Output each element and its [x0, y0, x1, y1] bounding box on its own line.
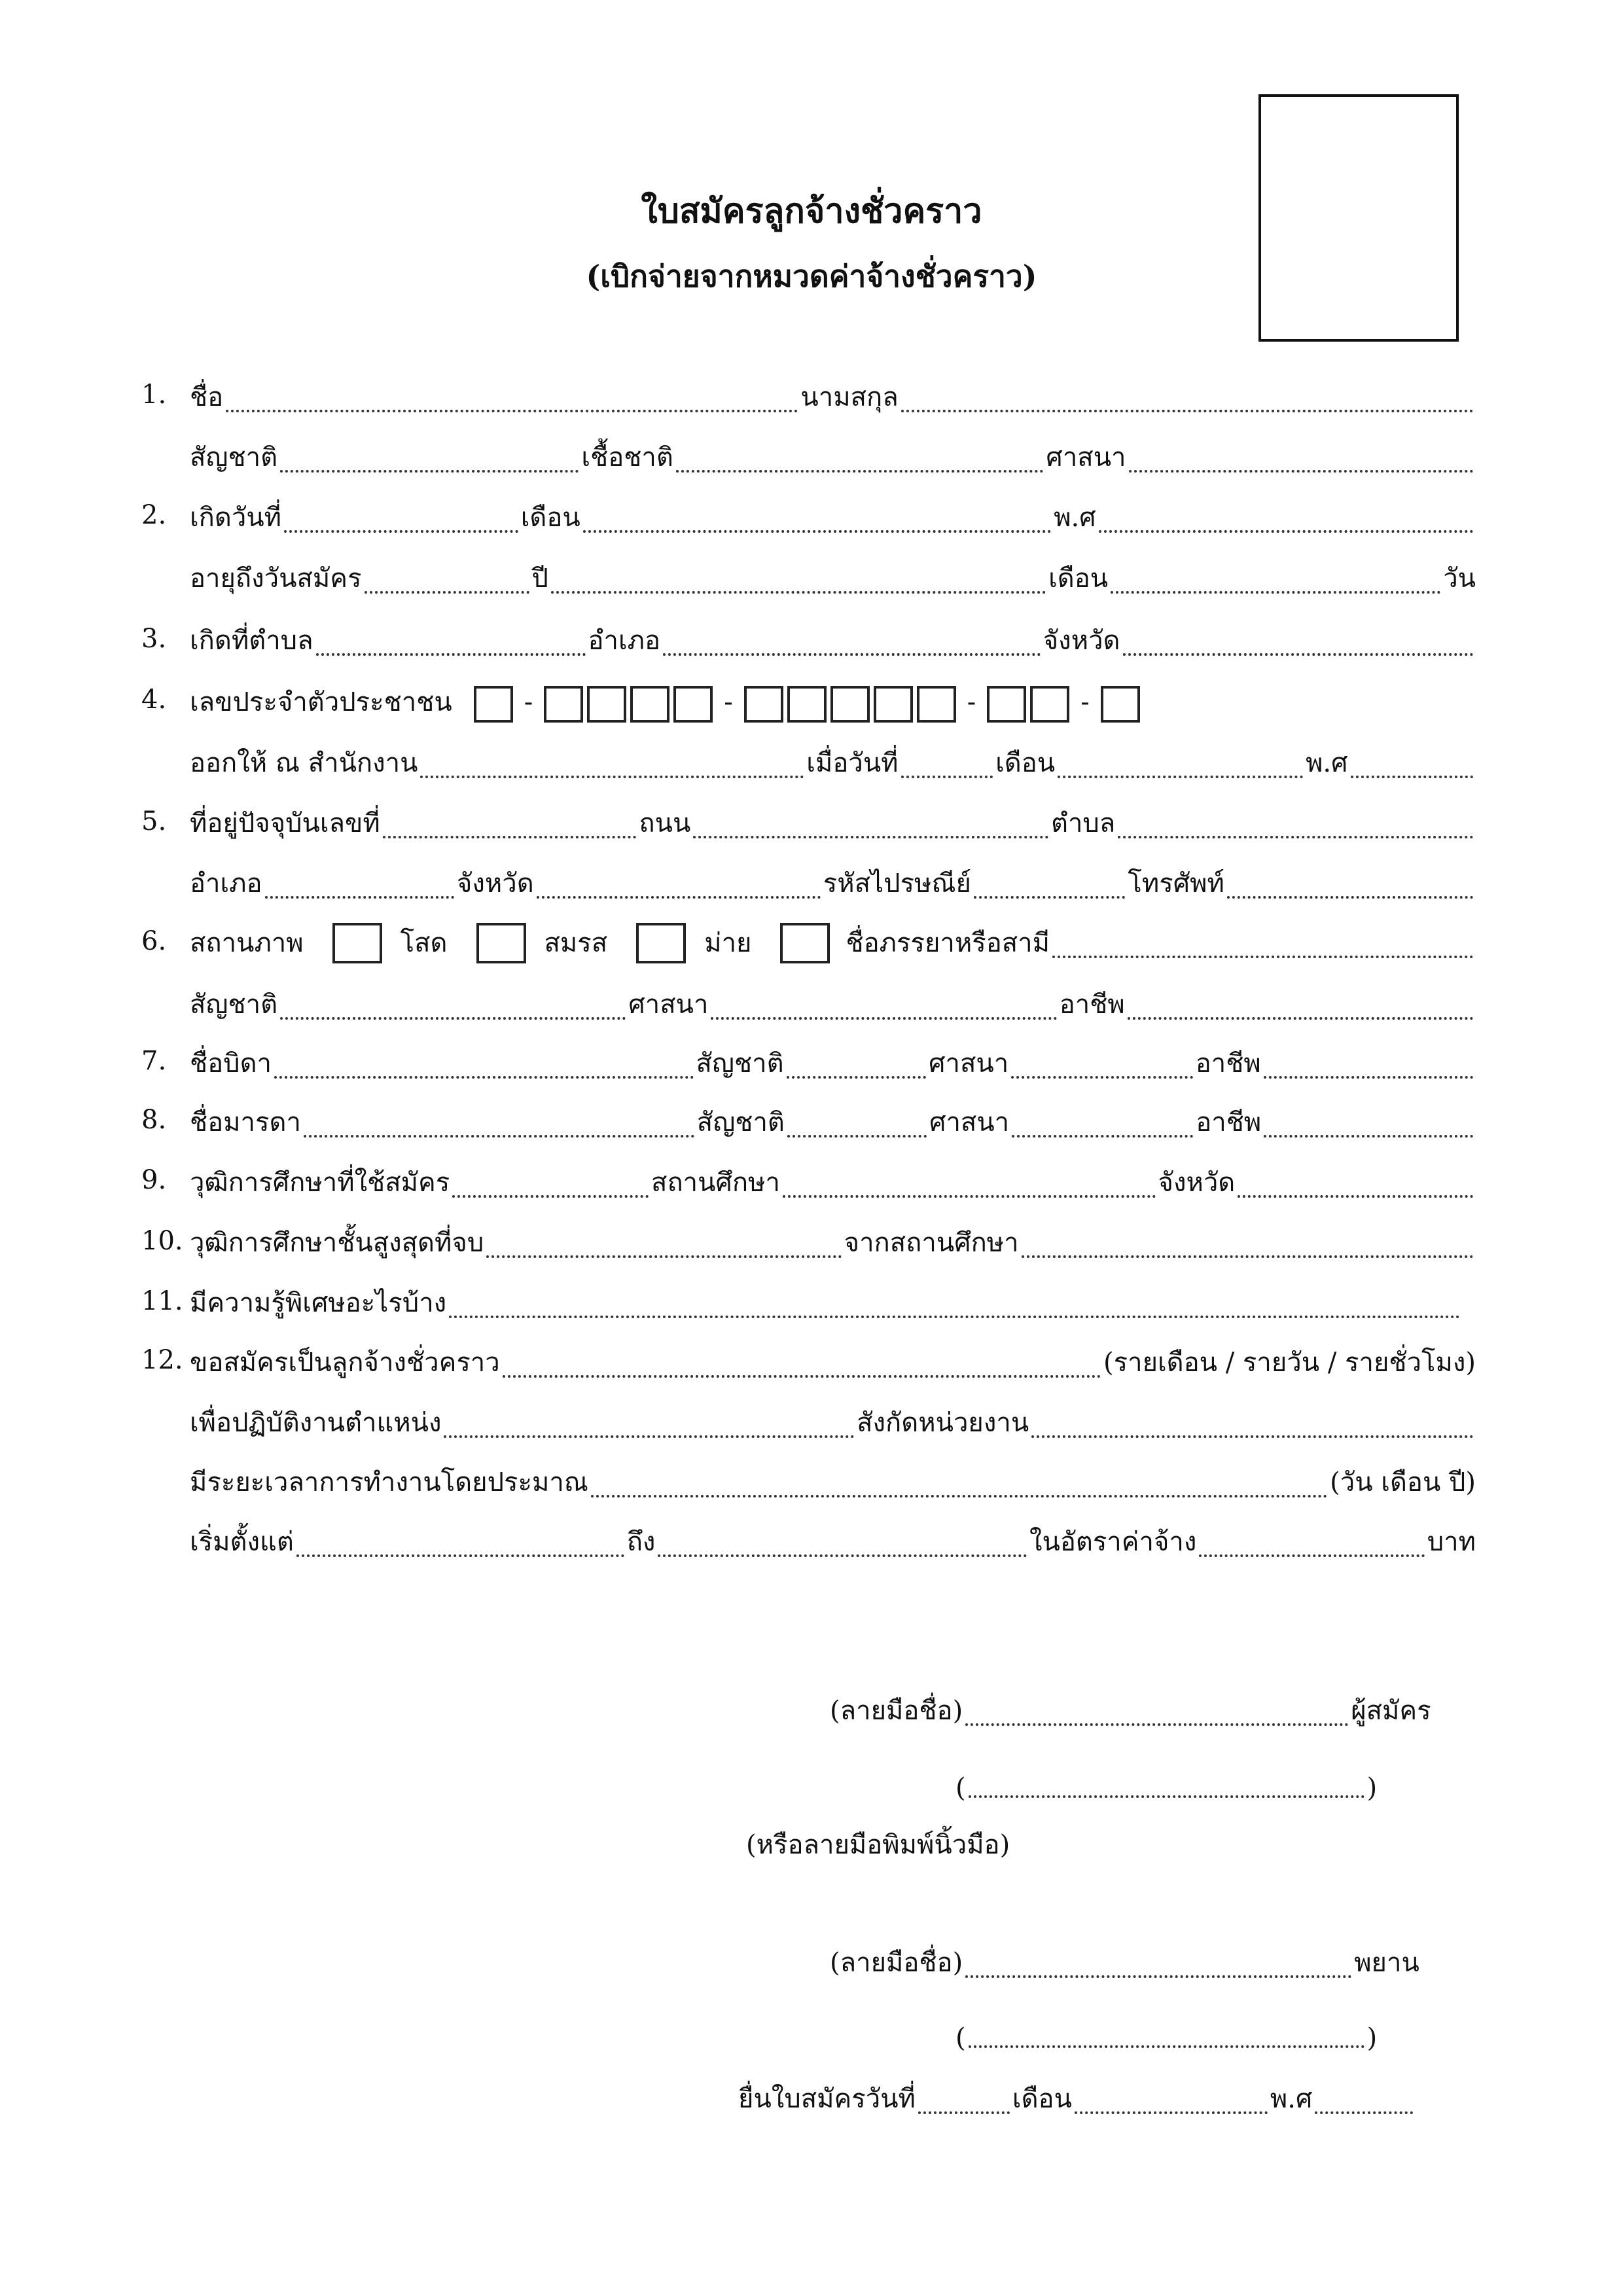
row-position: เพื่อปฏิบัติงานตำแหน่ง สังกัดหน่วยงาน	[190, 1404, 1476, 1443]
witness-printed-name-field[interactable]	[969, 2045, 1364, 2048]
mother-name-field[interactable]	[304, 1135, 694, 1138]
id-digit-box[interactable]	[1030, 686, 1069, 723]
widowed-checkbox[interactable]	[636, 923, 686, 963]
postcode-field[interactable]	[974, 896, 1125, 899]
id-group-3[interactable]	[742, 686, 958, 723]
id-group-1[interactable]	[472, 686, 515, 723]
birth-province-field[interactable]	[1123, 653, 1474, 656]
issued-day-field[interactable]	[901, 776, 993, 778]
row-mother: ชื่อมารดา สัญชาติ ศาสนา อาชีพ	[190, 1103, 1476, 1143]
item-number: 11.	[141, 1286, 183, 1316]
submission-day-field[interactable]	[918, 2111, 1010, 2114]
highest-institution-field[interactable]	[1022, 1255, 1473, 1258]
row-address: ที่อยู่ปัจจุบันเลขที่ ถนน ตำบล	[190, 804, 1476, 844]
submission-year-field[interactable]	[1315, 2111, 1413, 2114]
witness-signature-field[interactable]	[965, 1975, 1351, 1978]
applicant-signature-field[interactable]	[965, 1723, 1348, 1726]
father-religion-field[interactable]	[1011, 1076, 1193, 1079]
id-digit-box[interactable]	[987, 686, 1026, 723]
row-name: ชื่อ นามสกุล	[190, 378, 1476, 418]
id-digit-box[interactable]	[474, 686, 513, 723]
highest-qualification-field[interactable]	[486, 1255, 841, 1258]
birth-district-field[interactable]	[663, 653, 1041, 656]
spouse-nationality-field[interactable]	[280, 1017, 626, 1020]
row-marital-status: สถานภาพ โสด สมรส ม่าย ชื่อภรรยาหรือสามี	[190, 924, 1476, 963]
phone-field[interactable]	[1227, 896, 1473, 899]
row-age: อายุถึงวันสมัคร ปี เดือน วัน	[190, 564, 1476, 594]
row-issued: ออกให้ ณ สำนักงาน เมื่อวันที่ เดือน พ.ศ	[190, 744, 1476, 783]
spouse-occupation-field[interactable]	[1128, 1017, 1473, 1020]
row-qualification: วุฒิการศึกษาที่ใช้สมัคร สถานศึกษา จังหวัด	[190, 1164, 1476, 1203]
row-birthplace: เกิดที่ตำบล อำเภอ จังหวัด	[190, 622, 1476, 661]
witness-signature-row: (ลายมือชื่อ) พยาน	[830, 1948, 1419, 1978]
item-number: 8.	[141, 1105, 167, 1135]
id-digit-box[interactable]	[744, 686, 783, 723]
row-birth-date: เกิดวันที่ เดือน พ.ศ	[190, 499, 1476, 538]
duration-field[interactable]	[591, 1495, 1327, 1498]
id-digit-box[interactable]	[874, 686, 913, 723]
birth-month-field[interactable]	[583, 530, 1051, 533]
road-field[interactable]	[693, 836, 1048, 838]
birth-subdistrict-field[interactable]	[316, 653, 586, 656]
item-number: 4.	[141, 685, 167, 715]
age-months-field[interactable]	[551, 591, 1046, 594]
id-group-2[interactable]	[542, 686, 715, 723]
id-digit-box[interactable]	[1101, 686, 1140, 723]
row-spouse-details: สัญชาติ ศาสนา อาชีพ	[190, 986, 1476, 1025]
row-duration: มีระยะเวลาการทำงานโดยประมาณ (วัน เดือน ปี)	[190, 1467, 1476, 1498]
spouse-religion-field[interactable]	[711, 1017, 1056, 1020]
item-number: 7.	[141, 1046, 167, 1076]
row-father: ชื่อบิดา สัญชาติ ศาสนา อาชีพ	[190, 1045, 1476, 1084]
qualification-field[interactable]	[452, 1195, 649, 1198]
id-group-5[interactable]	[1099, 686, 1142, 723]
id-group-4[interactable]	[985, 686, 1071, 723]
spouse-checkbox[interactable]	[780, 923, 830, 963]
father-nationality-field[interactable]	[787, 1076, 927, 1079]
row-id-card: เลขประจำตัวประชาชน - - - -	[190, 683, 1476, 723]
item-number: 9.	[141, 1165, 167, 1195]
subdistrict-field[interactable]	[1118, 836, 1473, 838]
thumbprint-note: (หรือลายมือพิมพ์นิ้วมือ)	[746, 1830, 1010, 1860]
institution-field[interactable]	[783, 1195, 1156, 1198]
witness-printed-name-row: ( )	[955, 2023, 1378, 2053]
age-years-field[interactable]	[365, 591, 529, 594]
id-separator: -	[724, 687, 733, 717]
position-field[interactable]	[444, 1435, 854, 1438]
unit-field[interactable]	[1031, 1435, 1473, 1438]
birth-year-field[interactable]	[1099, 530, 1473, 533]
issued-office-field[interactable]	[420, 776, 804, 778]
item-number: 5.	[141, 806, 167, 836]
single-checkbox[interactable]	[332, 923, 382, 963]
surname-field[interactable]	[901, 410, 1473, 412]
applicant-printed-name-field[interactable]	[969, 1795, 1364, 1798]
issued-year-field[interactable]	[1351, 776, 1473, 778]
applicant-signature-row: (ลายมือชื่อ) ผู้สมัคร	[830, 1696, 1431, 1726]
ethnicity-field[interactable]	[676, 470, 1044, 473]
id-digit-box[interactable]	[673, 686, 713, 723]
district-field[interactable]	[265, 896, 454, 899]
end-date-field[interactable]	[658, 1554, 1027, 1557]
institution-province-field[interactable]	[1238, 1195, 1473, 1198]
id-digit-box[interactable]	[787, 686, 827, 723]
house-number-field[interactable]	[383, 836, 637, 838]
id-digit-box[interactable]	[830, 686, 870, 723]
id-digit-box[interactable]	[917, 686, 956, 723]
mother-occupation-field[interactable]	[1264, 1135, 1473, 1138]
province-field[interactable]	[537, 896, 821, 899]
item-number: 12.	[141, 1345, 183, 1375]
name-field[interactable]	[226, 410, 798, 412]
row-apply-as: ขอสมัครเป็นลูกจ้างชั่วคราว (รายเดือน / รายวัน / รายชั่วโมง)	[190, 1348, 1476, 1378]
id-separator: -	[524, 687, 533, 717]
row-nationality: สัญชาติ เชื้อชาติ ศาสนา	[190, 439, 1476, 478]
wage-field[interactable]	[1199, 1554, 1424, 1557]
row-start-date: เริ่มตั้งแต่ ถึง ในอัตราค่าจ้าง บาท	[190, 1527, 1476, 1557]
item-number: 2.	[141, 500, 167, 530]
submission-date-row: ยื่นใบสมัครวันที่ เดือน พ.ศ	[738, 2080, 1416, 2119]
id-digit-box[interactable]	[587, 686, 626, 723]
row-special-skills: มีความรู้พิเศษอะไรบ้าง	[190, 1284, 1463, 1323]
id-digit-box[interactable]	[630, 686, 669, 723]
birth-day-field[interactable]	[284, 530, 518, 533]
mother-nationality-field[interactable]	[787, 1135, 927, 1138]
id-digit-box[interactable]	[544, 686, 583, 723]
issued-month-field[interactable]	[1058, 776, 1303, 778]
submission-month-field[interactable]	[1075, 2111, 1268, 2114]
married-checkbox[interactable]	[476, 923, 526, 963]
item-number: 6.	[141, 926, 167, 956]
item-number: 1.	[141, 380, 167, 410]
special-skills-field[interactable]	[449, 1316, 1460, 1318]
row-address-2: อำเภอ จังหวัด รหัสไปรษณีย์ โทรศัพท์	[190, 865, 1476, 904]
id-separator: -	[967, 687, 976, 717]
mother-religion-field[interactable]	[1012, 1135, 1193, 1138]
nationality-field[interactable]	[280, 470, 579, 473]
spouse-name-field[interactable]	[1052, 956, 1473, 958]
form-subtitle: (เบิกจ่ายจากหมวดค่าจ้างชั่วคราว)	[586, 259, 1037, 294]
row-highest-qualification: วุฒิการศึกษาชั้นสูงสุดที่จบ จากสถานศึกษา	[190, 1224, 1476, 1263]
father-occupation-field[interactable]	[1264, 1076, 1473, 1079]
item-number: 10.	[141, 1226, 183, 1256]
form-title: ใบสมัครลูกจ้างชั่วคราว	[641, 191, 982, 231]
item-number: 3.	[141, 624, 167, 654]
father-name-field[interactable]	[274, 1076, 694, 1079]
start-date-field[interactable]	[296, 1554, 624, 1557]
religion-field[interactable]	[1129, 470, 1474, 473]
apply-as-field[interactable]	[503, 1375, 1101, 1378]
age-days-field[interactable]	[1111, 591, 1440, 594]
applicant-printed-name-row: ( )	[955, 1773, 1378, 1803]
id-separator: -	[1080, 687, 1090, 717]
